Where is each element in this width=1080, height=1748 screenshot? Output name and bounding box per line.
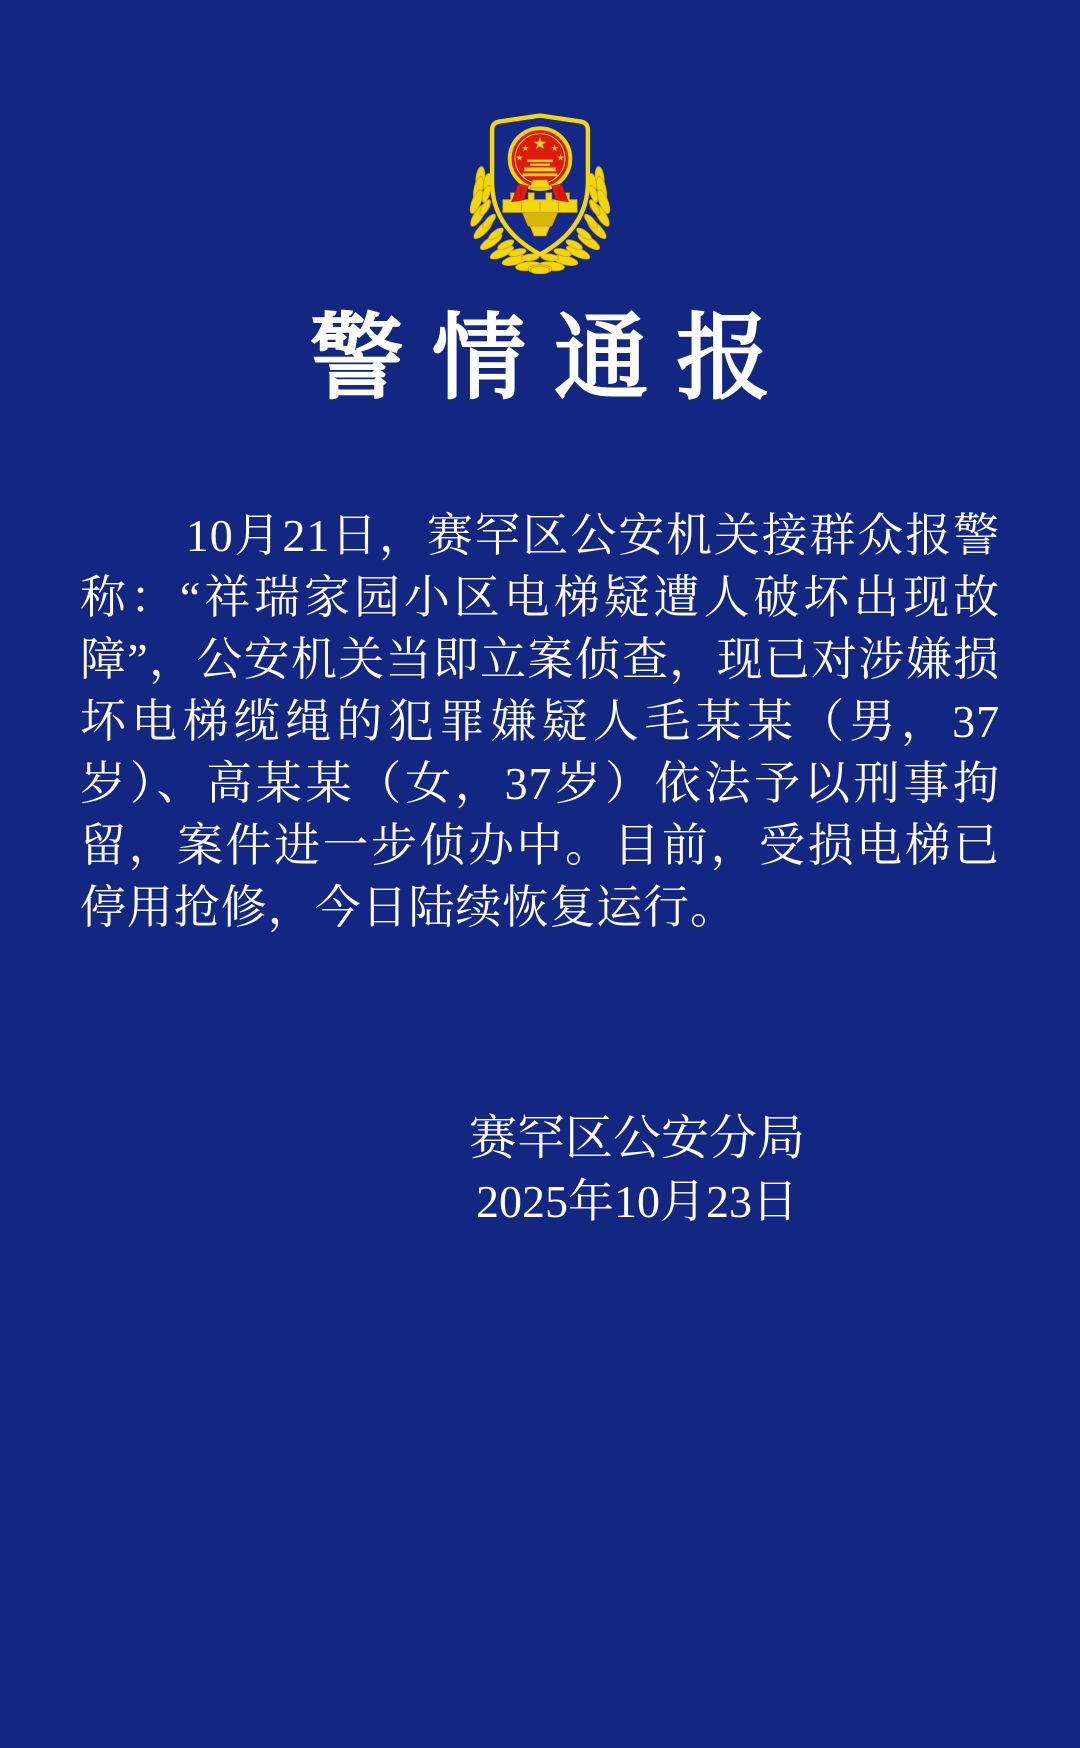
police-badge-emblem [452,98,628,274]
svg-text:★: ★ [550,143,559,154]
svg-text:★: ★ [532,133,548,153]
notice-poster [0,98,1080,1748]
notice-title: 警情通报 [309,307,799,411]
svg-text:★: ★ [521,143,530,154]
issuing-agency: 赛罕区公安分局 [468,1111,805,1165]
signature-block [97,1107,1080,1233]
notice-body: 10月21日，赛罕区公安机关接群众报警称：“祥瑞家园小区电梯疑遭人破坏出现故障”，公安机关当即立案侦查，现已对涉嫌损坏电梯缆绳的犯罪嫌疑人毛某某（男，37岁）、高某某（女，37岁）依法予以刑事拘留，案件进一步侦办中。目前，受损电梯已停用抢修，今日陆续恢复运行。 [80,509,1000,933]
issue-date: 2025年10月23日 [476,1175,798,1227]
svg-text:★: ★ [556,153,565,164]
svg-text:★: ★ [515,153,524,164]
police-badge-icon [452,98,628,274]
